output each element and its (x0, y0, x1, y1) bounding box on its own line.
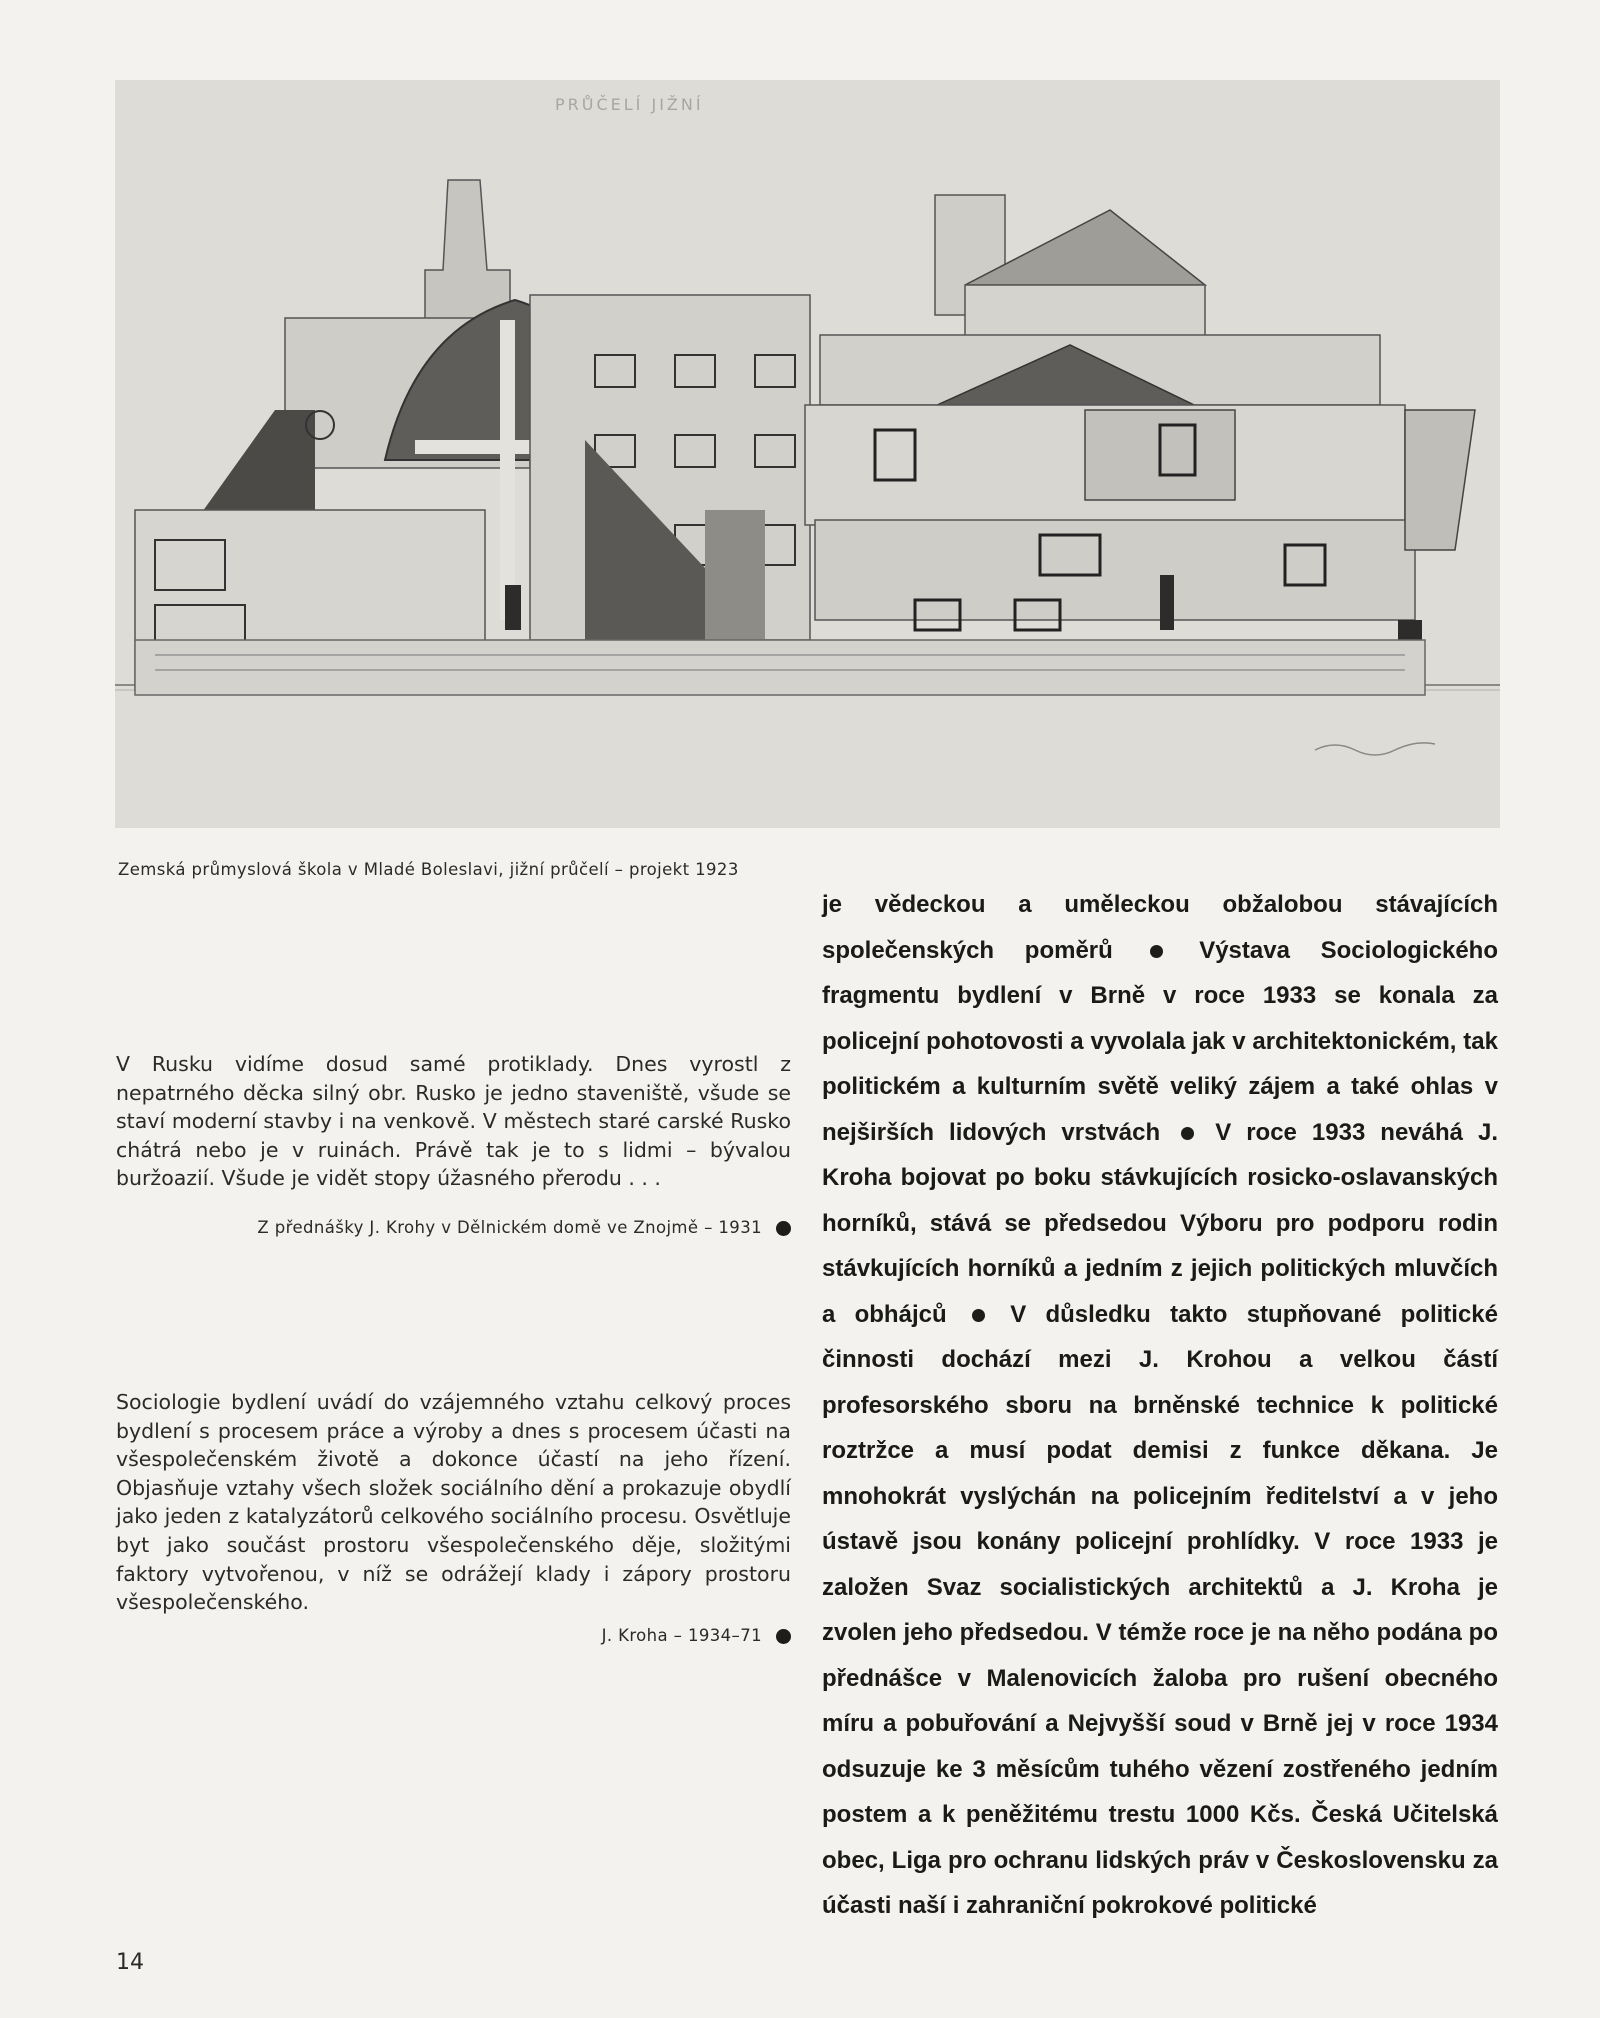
page-number: 14 (116, 1950, 144, 1975)
quote-russia-attribution (116, 1218, 791, 1237)
attribution-text: Z přednášky J. Krohy v Dělnickém domě ve Znojmě – 1931 (257, 1218, 762, 1237)
quote-sociology: Sociologie bydlení uvádí do vzájemného vztahu celkový proces bydlení s procesem práce a výroby a dnes s procesem účasti na všespolečenském životě a dokonce účastí na jeho řízení. Objasňuje vztahy všech složek sociálního dění a prokazuje obydlí jako jeden z katalyzátorů celkového sociálního procesu. Osvětluje byt jako součást prostoru všespolečenského děje, složitými faktory vytvořenou, v níž se odrážejí klady i zápory prostoru všespolečenského. (116, 1390, 791, 1615)
bullet-dot-icon (1150, 945, 1163, 958)
elevation-drawing-svg (115, 80, 1500, 828)
figure-caption: Zemská průmyslová škola v Mladé Boleslavi, jižní průčelí – projekt 1923 (118, 860, 739, 879)
body-paragraph: Výstava Sociologického fragmentu bydlení v Brně v roce 1933 se konala za policejní pohotovosti a vyvolala jak v architektonickém, tak politickém a kulturním světě veliký zájem a také ohlas v nejširších lidových vrstvách (822, 936, 1498, 1146)
body-paragraph: je vědeckou a uměleckou obžalobou stávajících společenských poměrů (822, 891, 1498, 964)
drawing-label: PRŮČELÍ JIŽNÍ (555, 95, 704, 114)
bullet-dot-icon (972, 1309, 985, 1322)
bullet-dot-icon (776, 1221, 791, 1236)
architectural-elevation-drawing (115, 80, 1500, 828)
main-body-column (822, 882, 1498, 1929)
bullet-dot-icon (1181, 1127, 1194, 1140)
quote-sociology-attribution (116, 1626, 791, 1645)
quote-russia: V Rusku vidíme dosud samé protiklady. Dnes vyrostl z nepatrného děcka silný obr. Rusko je jedno staveniště, všude se staví moderní stavby i na venkově. V městech staré carské Rusko chátrá nebo je v ruinách. Právě tak je to s lidmi – bývalou buržoazií. Všude je vidět stopy úžasného přerodu . . . (116, 1052, 791, 1191)
bullet-dot-icon (776, 1629, 791, 1644)
attribution-text: J. Kroha – 1934–71 (601, 1626, 762, 1645)
body-paragraph: V roce 1933 neváhá J. Kroha bojovat po boku stávkujících rosicko-oslavanských horníků, stává se předsedou Výboru pro podporu rodin stávkujících horníků a jedním z jejich politických mluvčích a obhájců (822, 1118, 1499, 1328)
body-paragraph: V důsledku takto stupňované politické činnosti dochází mezi J. Krohou a velkou částí profesorského sboru na brněnské technice k politické roztržce a musí podat demisi z funkce děkana. Je mnohokrát vyslýchán na policejním ředitelství a v jeho ústavě jsou konány policejní prohlídky. V roce 1933 je založen Svaz socialistických architektů a J. Kroha je zvolen jeho předsedou. V témže roce je na něho podána po přednášce v Malenovicích žaloba pro rušení obecného míru a pobuřování a Nejvyšší soud v Brně jej v roce 1934 odsuzuje ke 3 měsícům tuhého vězení zostřeného jedním postem a k peněžitému trestu 1000 Kčs. Česká Učitelská obec, Liga pro ochranu lidských práv v Československu za účasti naší i zahraniční pokrokové politické (822, 1300, 1499, 1919)
